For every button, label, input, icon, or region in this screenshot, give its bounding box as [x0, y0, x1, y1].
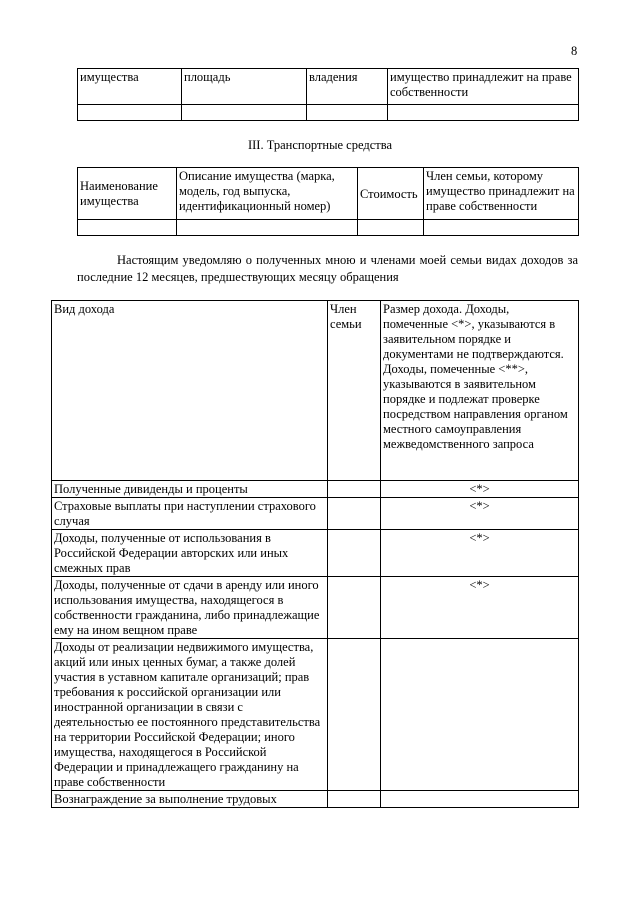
table-row [52, 577, 579, 639]
income-type-cell: Доходы, полученные от сдачи в аренду или иного использования имущества, находящегося в собственности гражданина, либо принадлежащие ему на ином вещном праве [52, 577, 328, 639]
table-header-row [52, 301, 579, 481]
table-row [52, 530, 579, 577]
column-header-type: Вид дохода [52, 301, 328, 481]
table-row [52, 498, 579, 530]
family-member-cell [328, 481, 381, 498]
table-cell: владения [307, 69, 388, 105]
income-type-cell: Вознаграждение за выполнение трудовых [52, 791, 328, 808]
income-type-cell: Страховые выплаты при наступлении страхового случая [52, 498, 328, 530]
table-cell [182, 105, 307, 121]
table-cell: Стоимость [358, 168, 424, 220]
family-member-cell [328, 791, 381, 808]
table-cell [358, 220, 424, 236]
section-title: III. Транспортные средства [247, 138, 393, 152]
table-row [78, 220, 579, 236]
income-type-cell: Доходы от реализации недвижимого имущества, акций или иных ценных бумаг, а также долей участия в уставном капитале организаций; прав требования к российской организации или иностранной организации в связи с деятельностью ее постоянного представительства на территории Российской Федерации; иного имущества, находящегося в Российской Федерации и принадлежащего гражданину на праве собственности [52, 639, 328, 791]
income-type-cell: Полученные дивиденды и проценты [52, 481, 328, 498]
income-amount-cell [381, 791, 579, 808]
table-cell [177, 220, 358, 236]
income-amount-cell: <*> [381, 481, 579, 498]
column-header-member: Член семьи [328, 301, 381, 481]
table-row [52, 791, 579, 808]
table-row [78, 168, 579, 220]
table-cell [424, 220, 579, 236]
income-amount-cell [381, 639, 579, 791]
transport-table [77, 167, 579, 236]
family-member-cell [328, 530, 381, 577]
table-cell: Член семьи, которому имущество принадлежит на праве собственности [424, 168, 579, 220]
table-cell [307, 105, 388, 121]
page-number: 8 [571, 44, 578, 58]
notice-paragraph: Настоящим уведомляю о полученных мною и членами моей семьи видах доходов за последние 12 месяцев, предшествующих месяцу обращения [77, 253, 578, 284]
table-cell [388, 105, 579, 121]
column-header-amount: Размер дохода. Доходы, помеченные <*>, указываются в заявительном порядке и документами не подтверждаются. Доходы, помеченные <**>, указываются в заявительном порядке и подлежат проверке посредством направления органом местного самоуправления межведомственного запроса [381, 301, 579, 481]
table-cell: имущество принадлежит на праве собственности [388, 69, 579, 105]
table-cell: имущества [78, 69, 182, 105]
table-cell [78, 105, 182, 121]
property-table [77, 68, 579, 121]
table-row [52, 639, 579, 791]
income-amount-cell: <*> [381, 530, 579, 577]
income-amount-cell: <*> [381, 498, 579, 530]
family-member-cell [328, 639, 381, 791]
table-cell: Наименование имущества [78, 168, 177, 220]
table-row [52, 481, 579, 498]
table-row [78, 69, 579, 105]
family-member-cell [328, 577, 381, 639]
table-row [78, 105, 579, 121]
income-amount-cell: <*> [381, 577, 579, 639]
table-cell: площадь [182, 69, 307, 105]
table-cell: Описание имущества (марка, модель, год выпуска, идентификационный номер) [177, 168, 358, 220]
income-table [51, 300, 579, 808]
table-cell [78, 220, 177, 236]
family-member-cell [328, 498, 381, 530]
income-type-cell: Доходы, полученные от использования в Российской Федерации авторских или иных смежных прав [52, 530, 328, 577]
